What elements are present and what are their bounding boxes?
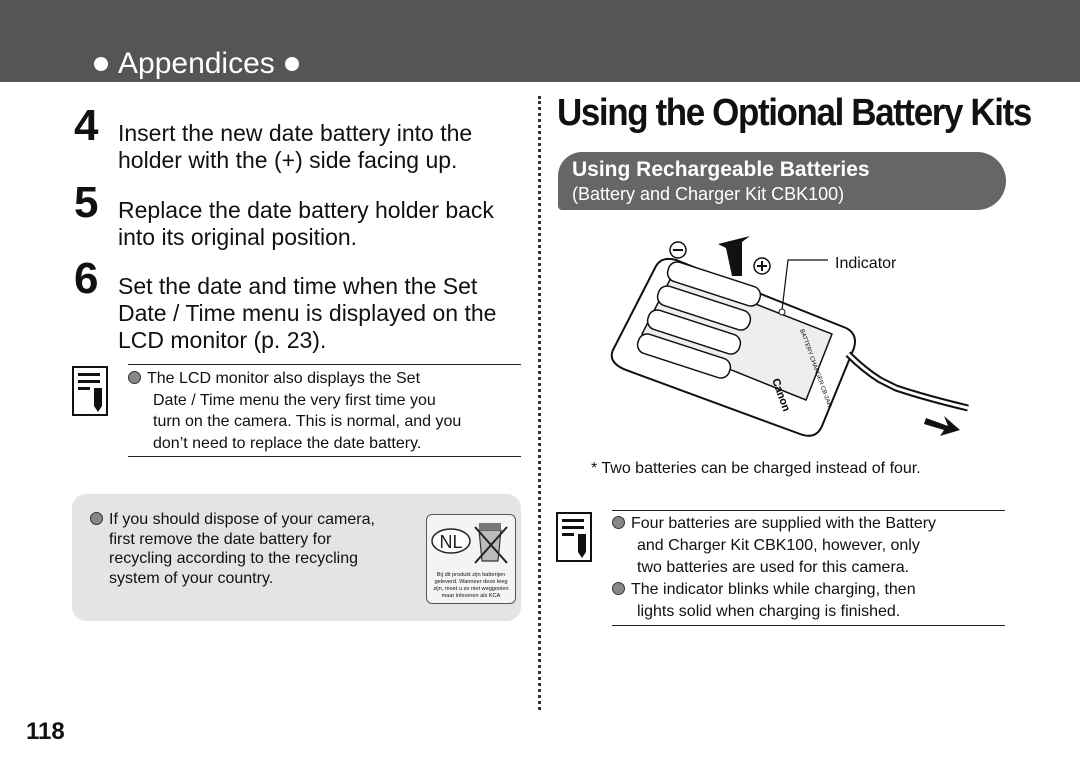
step-5 (74, 178, 528, 251)
subsection-subtitle: (Battery and Charger Kit CBK100) (572, 184, 845, 204)
note-icon (72, 366, 108, 416)
nl-recycling-logo (426, 514, 516, 604)
bullet-circle-icon (612, 582, 625, 595)
bullet-circle-icon (612, 516, 625, 529)
nl-fineprint-line: geleverd. Wanneer deze leeg (434, 579, 508, 585)
step-line: holder with the (+) side facing up. (118, 147, 458, 173)
note-line: lights solid when charging is finished. (637, 603, 901, 620)
nl-fineprint-line: maar inleveren als KCA (441, 593, 501, 599)
note-line: don’t need to replace the date battery. (153, 434, 422, 452)
note-lcd-display (128, 364, 521, 457)
bullet-dot-icon (285, 57, 299, 71)
note-charger-info (612, 510, 1005, 626)
charger-brand-text: Canon (769, 376, 793, 414)
disposal-line: system of your country. (109, 569, 274, 587)
section-header-bar (0, 0, 1080, 82)
step-line: Replace the date battery holder back (118, 197, 494, 223)
step-line: into its original position. (118, 224, 358, 250)
bullet-circle-icon (90, 512, 103, 525)
step-number: 6 (74, 254, 99, 303)
nl-fineprint-line: zijn, moet u ze niet weggooien (433, 586, 509, 592)
disposal-notice-box (72, 494, 521, 621)
step-4 (74, 101, 528, 174)
page-title: Using the Optional Battery Kits (557, 92, 1031, 134)
subsection-title: Using Rechargeable Batteries (572, 158, 870, 181)
disposal-text (90, 510, 420, 588)
indicator-label: Indicator (835, 255, 897, 272)
step-text (118, 273, 528, 354)
section-title: Appendices (118, 47, 275, 80)
note-line: Date / Time menu the very first time you (153, 391, 436, 409)
nl-fineprint-line: Bij dit produkt zijn batterijen (436, 572, 506, 578)
note-line: The LCD monitor also displays the Set (128, 368, 521, 390)
step-number: 5 (74, 178, 99, 227)
subsection-banner (558, 152, 1006, 210)
bullet-circle-icon (128, 371, 141, 384)
disposal-line: first remove the date battery for (109, 530, 332, 548)
nl-badge-text: NL (439, 532, 463, 552)
page-number: 118 (26, 718, 65, 745)
step-6 (74, 254, 528, 354)
note-line: and Charger Kit CBK100, however, only (637, 537, 920, 554)
disposal-line: recycling according to the recycling (109, 550, 359, 567)
note-line: two batteries are used for this camera. (637, 559, 910, 576)
footnote: * Two batteries can be charged instead of four. (591, 460, 921, 477)
step-line: Insert the new date battery into the (118, 120, 473, 146)
column-divider (538, 96, 541, 710)
note-line: The indicator blinks while charging, then (612, 579, 1005, 601)
step-line: LCD monitor (p. 23). (118, 327, 327, 353)
step-text (118, 197, 528, 251)
note-icon (556, 512, 592, 562)
bullet-dot-icon (94, 57, 108, 71)
step-text (118, 120, 528, 174)
disposal-line: If you should dispose of your camera, (90, 510, 420, 530)
step-number: 4 (74, 101, 99, 150)
battery-charger-illustration (596, 230, 976, 450)
section-header-tab (70, 46, 323, 82)
charger-model-text: BATTERY CHARGER CB-2AH (798, 328, 832, 409)
step-line: Set the date and time when the Set (118, 273, 478, 299)
nl-logo-graphic (427, 515, 515, 603)
note-line: turn on the camera. This is normal, and you (153, 413, 462, 430)
note-line: Four batteries are supplied with the Battery (612, 513, 1005, 535)
step-line: Date / Time menu is displayed on the (118, 300, 497, 326)
